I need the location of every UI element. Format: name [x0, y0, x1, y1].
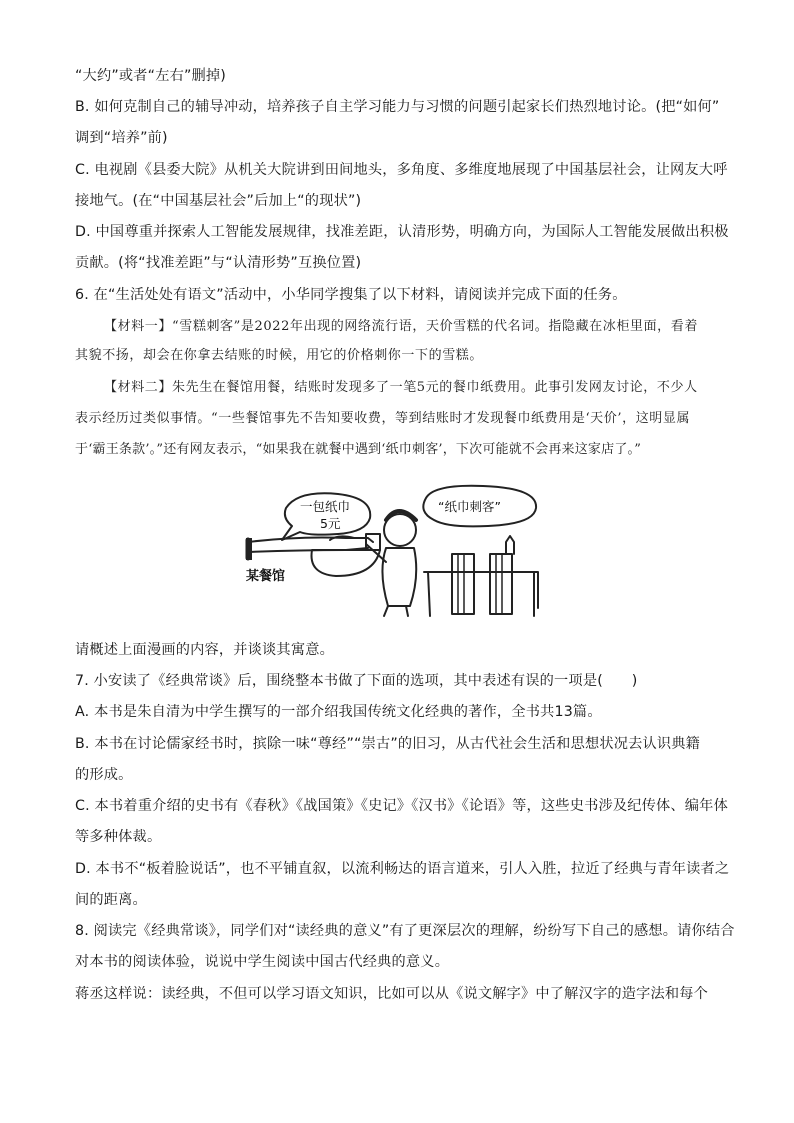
- material-2-line-3: 于‘霸王条款’。”还有网友表示，“如果我在就餐中遇到‘纸巾刺客’，下次可能就不会再来这家店了。”: [75, 442, 642, 457]
- option-c-line-1: C. 电视剧《县委大院》从机关大院讲到田间地头，多角度、多维度地展现了中国基层社会，让网友大呼: [75, 162, 728, 178]
- question-8-example: 蒋丞这样说：读经典，不但可以学习语文知识，比如可以从《说文解字》中了解汉字的造字法和每个: [75, 986, 709, 1002]
- option-c-line-2: 接地气。(在“中国基层社会”后加上“的现状”): [75, 193, 362, 209]
- table-top: [424, 572, 538, 608]
- option-d-line-1: D. 中国尊重并探索人工智能发展规律，找准差距，认清形势，明确方向，为国际人工智能发展做出积极: [75, 224, 729, 240]
- material-1-line-2: 其貌不扬，却会在你拿去结账的时候，用它的价格刺你一下的雪糕。: [75, 348, 484, 363]
- text-line: “大约”或者“左右”删掉): [75, 68, 227, 84]
- q7-option-d-line-2: 间的距离。: [75, 892, 147, 908]
- diner-legs: [384, 606, 408, 616]
- bubble-left-line-1: 一包纸巾: [300, 499, 351, 514]
- table-legs: [428, 572, 534, 616]
- question-7-stem: 7. 小安读了《经典常谈》后，围绕整本书做了下面的选项，其中表述有误的一项是( ): [75, 673, 638, 689]
- material-1-line-1: 【材料一】“雪糕刺客”是2022年出现的网络流行语，天价雪糕的代名词。指隐藏在冰柜里面，看着: [104, 319, 698, 334]
- q7-option-a: A. 本书是朱自清为中学生撰写的一部介绍我国传统文化经典的著作，全书共13篇。: [75, 704, 602, 720]
- q7-option-b-line-2: 的形成。: [75, 767, 133, 783]
- bottle: [506, 536, 514, 554]
- chair-2: [490, 554, 512, 614]
- question-6-task: 请概述上面漫画的内容，并谈谈其寓意。: [75, 642, 334, 658]
- shop-label: 某餐馆: [246, 569, 286, 584]
- q7-option-b-line-1: B. 本书在讨论儒家经书时，摈除一味“尊经”“崇古”的旧习，从古代社会生活和思想状况去认识典籍: [75, 736, 701, 752]
- material-2-line-1: 【材料二】朱先生在餐馆用餐，结账时发现多了一笔5元的餐巾纸费用。此事引发网友讨论，不少人: [104, 380, 698, 395]
- question-8-stem-line-1: 8. 阅读完《经典常谈》，同学们对“读经典的意义”有了更深层次的理解，纷纷写下自己的感想。请你结合: [75, 923, 735, 939]
- material-2-line-2: 表示经历过类似事情。“一些餐馆事先不告知要收费，等到结账时才发现餐巾纸费用是‘天价’，这明显属: [75, 411, 691, 426]
- q7-option-c-line-1: C. 本书着重介绍的史书有《春秋》《战国策》《史记》《汉书》《论语》等，这些史书涉及纪传体、编年体: [75, 798, 728, 814]
- bubble-left-line-2: 5元: [320, 516, 341, 531]
- chair-1: [452, 554, 474, 614]
- chair-slats: [458, 554, 502, 614]
- q7-option-c-line-2: 等多种体裁。: [75, 829, 162, 845]
- question-8-stem-line-2: 对本书的阅读体验，说说中学生阅读中国古代经典的意义。: [75, 954, 450, 970]
- q7-option-d-line-1: D. 本书不“板着脸说话”，也不平铺直叙，以流利畅达的语言道来，引人入胜，拉近了经典与青年读者之: [75, 861, 730, 877]
- option-d-line-2: 贡献。(将“找准差距”与“认清形势”互换位置): [75, 255, 362, 271]
- knife-blade: [312, 550, 381, 576]
- diner-body: [382, 548, 416, 606]
- sleeve-cuff: [246, 538, 252, 560]
- cartoon-illustration: [238, 480, 550, 620]
- option-b-line-1: B. 如何克制自己的辅导冲动，培养孩子自主学习能力与习惯的问题引起家长们热烈地讨论。(把“如何”: [75, 99, 720, 115]
- question-6-stem: 6. 在“生活处处有语文”活动中，小华同学搜集了以下材料，请阅读并完成下面的任务。: [75, 287, 627, 303]
- bubble-right-text: “纸巾刺客”: [438, 499, 501, 514]
- option-b-line-2: 调到“培养”前): [75, 130, 168, 146]
